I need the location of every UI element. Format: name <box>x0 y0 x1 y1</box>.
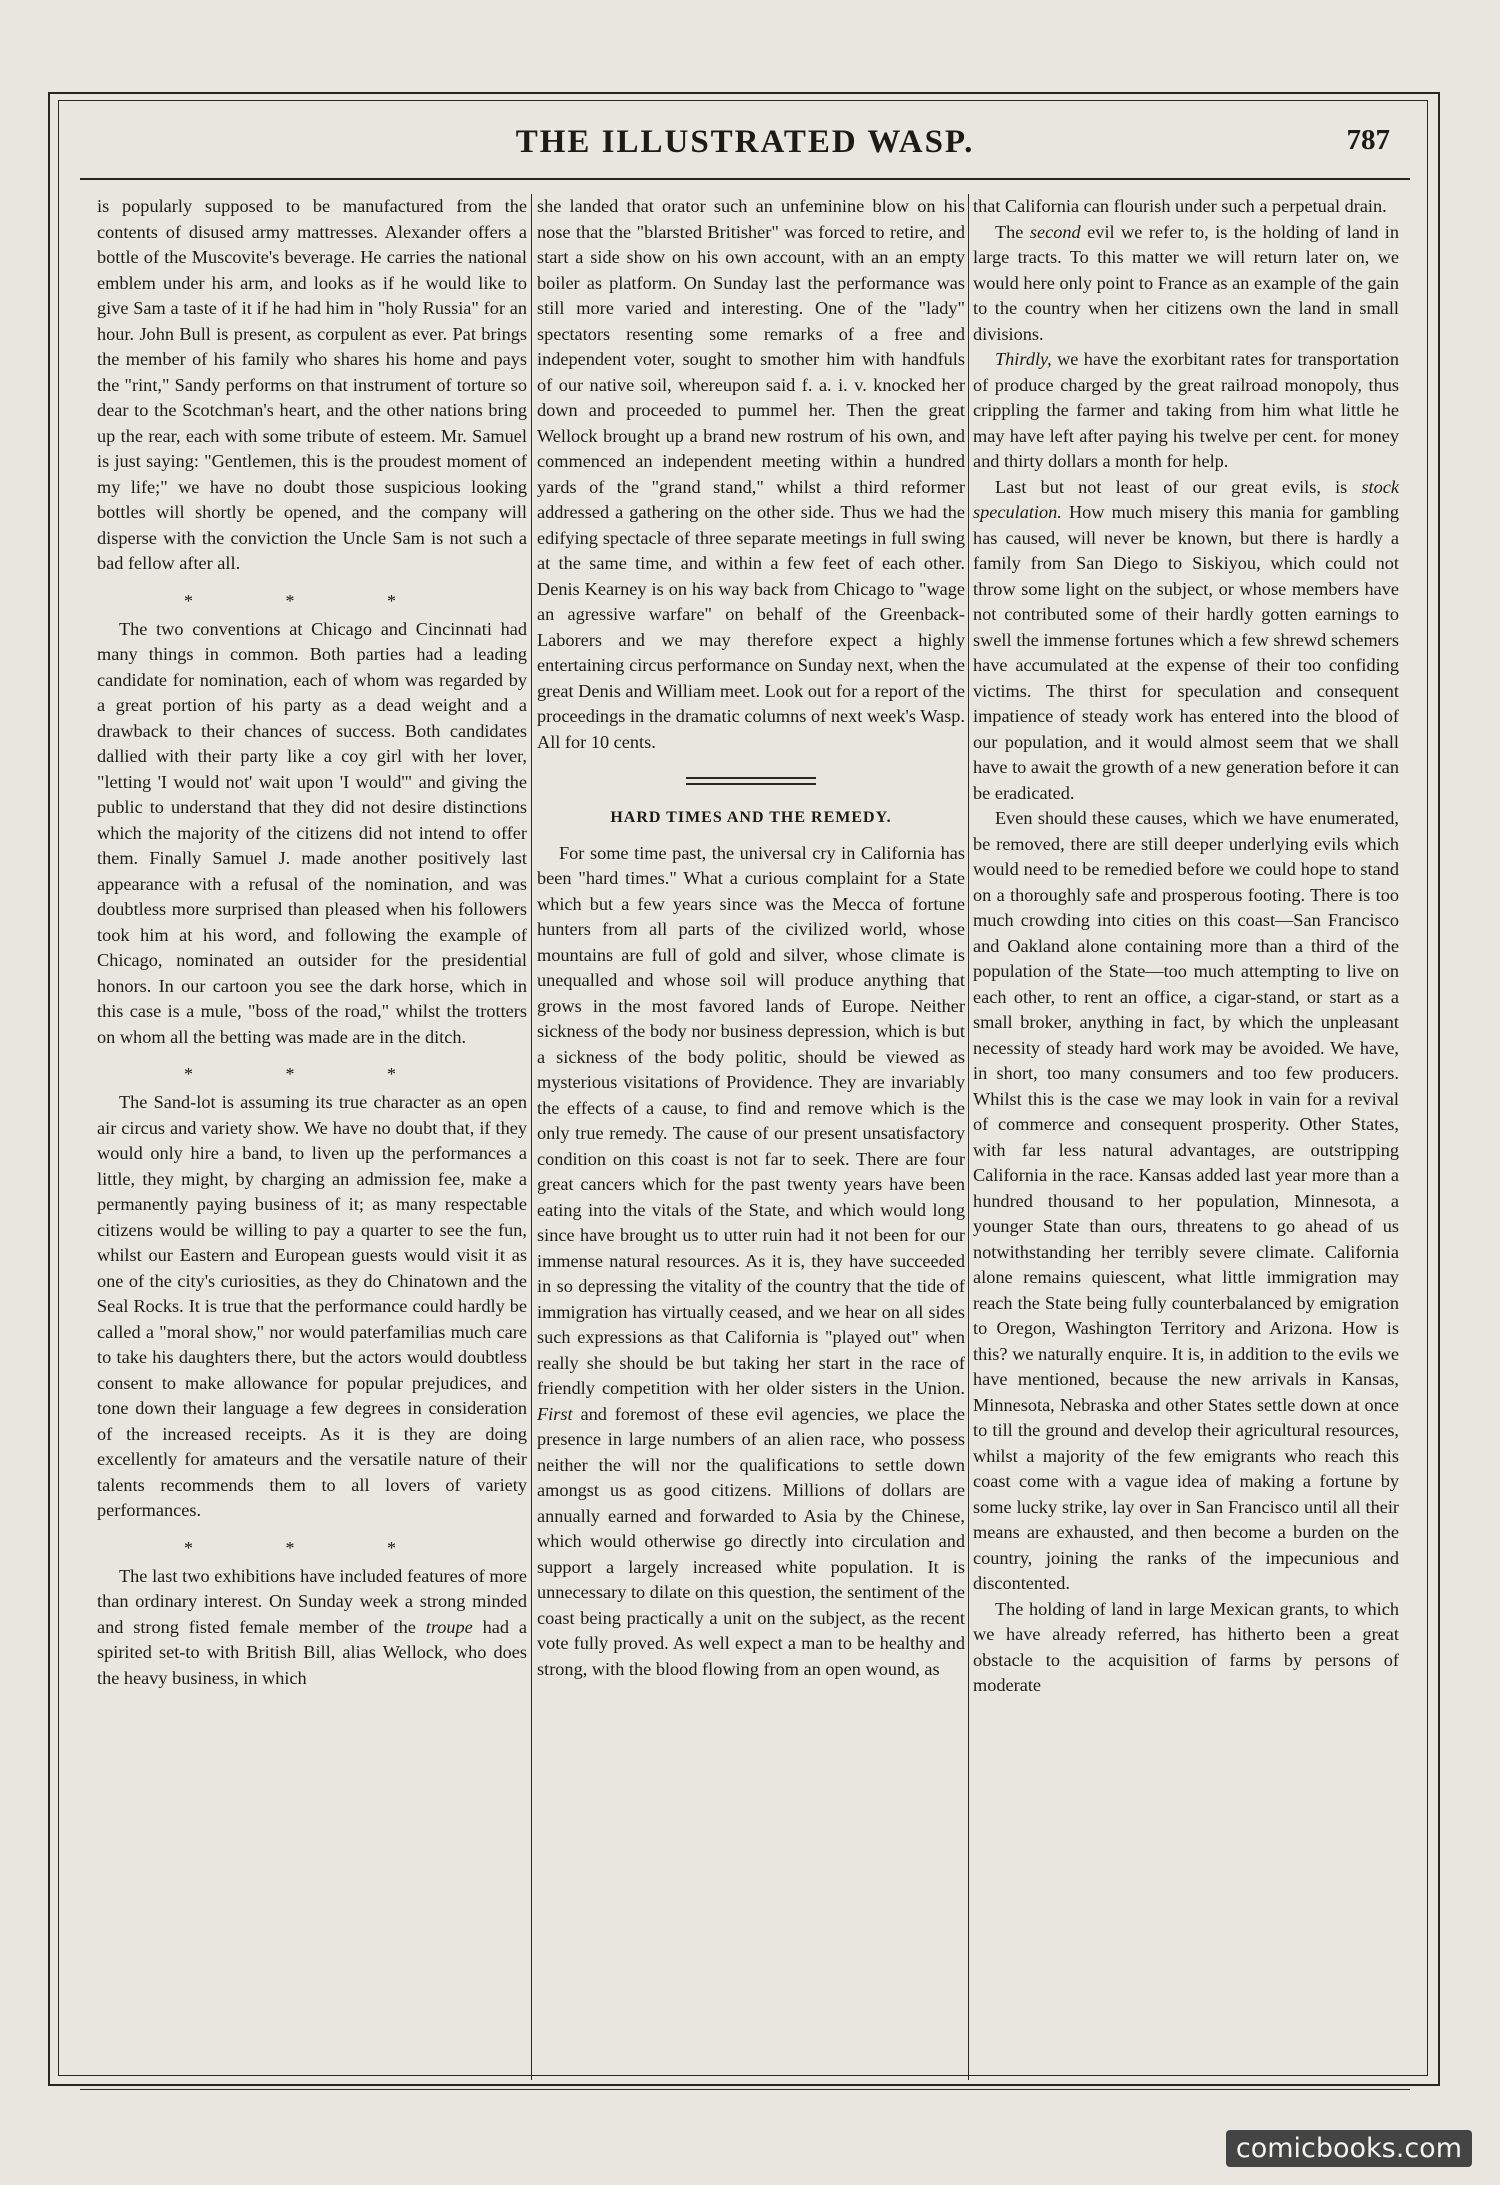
page-number: 787 <box>1346 124 1390 156</box>
masthead <box>80 118 1410 168</box>
column-1 <box>97 194 527 2076</box>
text-run: How much misery this mania for gambling has caused, will never be known, but there is hardly a family from San Diego to Siskiyou, which could not throw some light on the subject, or whose members have not contributed some of their hardly gotten earnings to swell the immense fortunes which a few shrewd schemers have accumulated at the expense of their too confiding victims. The thirst for speculation and consequent impatience of steady work has entered into the blood of our population, and it would almost seem that we shall have to await the growth of a new generation before it can be eradicated. <box>973 502 1399 803</box>
col3-paragraph-4 <box>973 475 1399 807</box>
text-run: The last two exhibitions have included features of more than ordinary interest. On Sunday week a strong minded and strong fisted female member of the <box>97 1565 527 1637</box>
site-watermark: comicbooks.com <box>1226 2130 1472 2167</box>
section-separator-stars: * * * <box>184 1537 440 1558</box>
col3-paragraph-6: The holding of land in large Mexican grants, to which we have already referred, has hitherto been a great obstacle to the acquisition of farms by persons of moderate <box>973 1598 1399 1695</box>
header-rule <box>80 178 1410 180</box>
text-run: The <box>995 221 1030 242</box>
italic-word: First <box>537 1403 573 1424</box>
article-title: HARD TIMES AND THE REMEDY. <box>610 809 892 826</box>
section-separator-stars: * * * <box>184 590 440 611</box>
footer-rule <box>80 2089 1410 2090</box>
col1-paragraph-2: The two conventions at Chicago and Cincinnati had many things in common. Both parties had a leading candidate for nomination, each of whom was regarded by a great portion of his party as a dead weight and a drawback to their chances of success. Both candidates dallied with their party like a coy girl with her lover, "letting 'I would not' wait upon 'I would'" and giving the public to understand that they did not desire distinctions which the majority of the citizens did not intend to offer them. Finally Samuel J. made another positively last appearance with a refusal of the nomination, and was doubtless more surprised than pleased when his followers took him at his word, and following the example of Chicago, nominated an outsider for the presidential honors. In our cartoon you see the dark horse, which in this case is a mule, "boss of the road," whilst the trotters on whom all the betting was made are in the ditch. <box>97 618 527 1047</box>
italic-word: second <box>1029 221 1081 242</box>
text-run: Last but not least of our great evils, is <box>995 476 1362 497</box>
column-divider-2 <box>968 194 969 2080</box>
text-run: evil we refer to, is the holding of land in large tracts. To this matter we will return later on, we would here only point to France as an example of the gain to the country when her citizens own the land in small divisions. <box>973 221 1399 344</box>
col1-paragraph-4 <box>97 1564 527 1692</box>
col3-paragraph-3 <box>973 347 1399 475</box>
col2-paragraph-2 <box>537 841 965 1683</box>
italic-word: troupe <box>425 1616 473 1637</box>
column-divider-1 <box>531 194 532 2080</box>
text-run: For some time past, the universal cry in California has been "hard times." What a curious complaint for a State which but a few years since was the Mecca of fortune hunters from all parts of the civilized world, whose mountains are full of gold and silver, whose climate is unequalled and whose soil will produce anything that grows in the most favored lands of Europe. Neither sickness of the body nor business depression, which is but a sickness of the body politic, should be viewed as mysterious visitations of Providence. They are invariably the effects of a cause, to find and remove which is the only true remedy. The cause of our present unsatisfactory condition on this coast is not far to seek. There are four great cancers which for the past twenty years have been eating into the vitals of the State, and which would long since have brought us to utter ruin had it not been for our immense natural resources. As it is, they have succeeded in so depressing the vitality of the country that the tide of immigration has virtually ceased, and we hear on all sides such expressions as that California is "played out" when really she should be but taking her start in the race of friendly competition with her older sisters in the Union. <box>537 842 965 1398</box>
italic-word: Thirdly, <box>995 349 1052 369</box>
text-run: had a spirited set-to with British Bill, alias Wellock, who does the heavy business, in which <box>97 1616 527 1688</box>
col1-paragraph-3: The Sand-lot is assuming its true character as an open air circus and variety show. We have no doubt that, if they would only hire a band, to liven up the performances a little, they might, by charging an admission fee, make a permanently paying business of it; as many respectable citizens would be willing to pay a quarter to see the fun, whilst our Eastern and European guests would visit it as one of the city's curiosities, as they do Chinatown and the Seal Rocks. It is true that the performance could hardly be called a "moral show," nor would paterfamilias much care to take his daughters there, but the actors would doubtless consent to make allowance for popular prejudices, and tone down their language a few degrees in consideration of the increased receipts. As it is they are doing excellently for amateurs and the versatile nature of their talents recommends them to all lovers of variety performances. <box>97 1092 527 1520</box>
article-divider <box>686 777 816 785</box>
col1-paragraph-1: is popularly supposed to be manufactured from the contents of disused army mattresses. Alexander offers a bottle of the Muscovite's beverage. He carries the national emblem under his arm, and looks as if he would like to give Sam a taste of it if he had him in "holy Russia" for an hour. John Bull is present, as corpulent as ever. Pat brings the member of his family who shares his home and pays the "rint," Sandy performs on that instrument of torture so dear to the Scotchman's heart, and the other nations bring up the rear, each with some tribute of esteem. Mr. Samuel is just saying: "Gentlemen, this is the proudest moment of my life;" we have no doubt those suspicious looking bottles will shortly be opened, and the company will disperse with the conviction the Uncle Sam is not such a bad fellow after all. <box>97 196 527 573</box>
text-run: we have the exorbitant rates for transportation of produce charged by the great railroad monopoly, thus crippling the farmer and taking from him what little he may have left after paying his twelve per cent. for money and thirty dollars a month for help. <box>973 349 1399 471</box>
column-3 <box>973 194 1399 2076</box>
col3-paragraph-1: that California can flourish under such a perpetual drain. <box>973 196 1387 216</box>
col3-paragraph-2 <box>973 220 1399 348</box>
section-separator-stars: * * * <box>184 1064 440 1084</box>
publication-title: THE ILLUSTRATED WASP. <box>515 124 975 160</box>
col3-paragraph-5: Even should these causes, which we have enumerated, be removed, there are still deeper underlying evils which would need to be remedied before we could hope to stand on a thoroughly safe and prosperous footing. There is too much crowding into cities on this coast—San Francisco and Oakland alone containing more than a third of the population of the State—too much attempting to live on each other, to rent an office, a cigar-stand, or start as a small broker, anything in fact, by which the unpleasant necessity of steady hard work may be avoided. We have, in short, too many consumers and too few producers. Whilst this is the case we may look in vain for a revival of commerce and consequent prosperity. Other States, with far less natural advantages, are outstripping California in the race. Kansas added last year more than a hundred thousand to her population, Minnesota, a younger State than ours, threatens to go ahead of us notwithstanding her terribly severe climate. California alone remains quiescent, what little immigration may reach the State being fully counterbalanced by emigration to Oregon, Washington Territory and Arizona. How is this? we naturally enquire. It is, in addition to the evils we have mentioned, because the new arrivals in Kansas, Minnesota, Nebraska and other States settle down at once to till the ground and develop their agricultural resources, whilst a majority of the few emigrants who reach this coast come with a vague idea of making a fortune by some lucky strike, lay over in San Francisco until all their means are exhausted, and then become a burden on the country, joining the ranks of the impecunious and discontented. <box>973 808 1399 1593</box>
column-2 <box>537 194 965 2076</box>
col2-paragraph-1: she landed that orator such an unfeminine blow on his nose that the "blarsted Britisher" was forced to retire, and start a side show on his own account, with an an empty boiler as platform. On Sunday last the performance was still more varied and interesting. One of the "lady" spectators resenting some remarks of a free and independent voter, sought to smother him with handfuls of our native soil, whereupon said f. a. i. v. knocked her down and proceeded to pummel her. Then the great Wellock brought up a brand new rostrum of his own, and commenced an independent meeting within a hundred yards of the "grand stand," whilst a third reformer addressed a gathering on the other side. Thus we had the edifying spectacle of three separate meetings in full swing at the same time, and within a few feet of each other. Denis Kearney is on his way back from Chicago to "wage an agressive warfare" on behalf of the Greenback-Laborers and we may therefore expect a highly entertaining circus performance on Sunday next, when the great Denis and William meet. Look out for a report of the proceedings in the dramatic columns of next week's Wasp. All for 10 cents. <box>537 196 965 752</box>
text-run: and foremost of these evil agencies, we place the presence in large numbers of an alien race, who possess neither the will nor the qualifications to settle down amongst us as good citizens. Millions of dollars are annually earned and forwarded to Asia by the Chinese, which would otherwise go directly into circulation and support a largely increased white population. It is unnecessary to dilate on this question, the sentiment of the coast being practically a unit on the subject, as the recent vote fully proved. As well expect a man to be healthy and strong, with the blood flowing from an open wound, as <box>537 1403 965 1679</box>
italic-word: stock speculation. <box>973 476 1399 522</box>
